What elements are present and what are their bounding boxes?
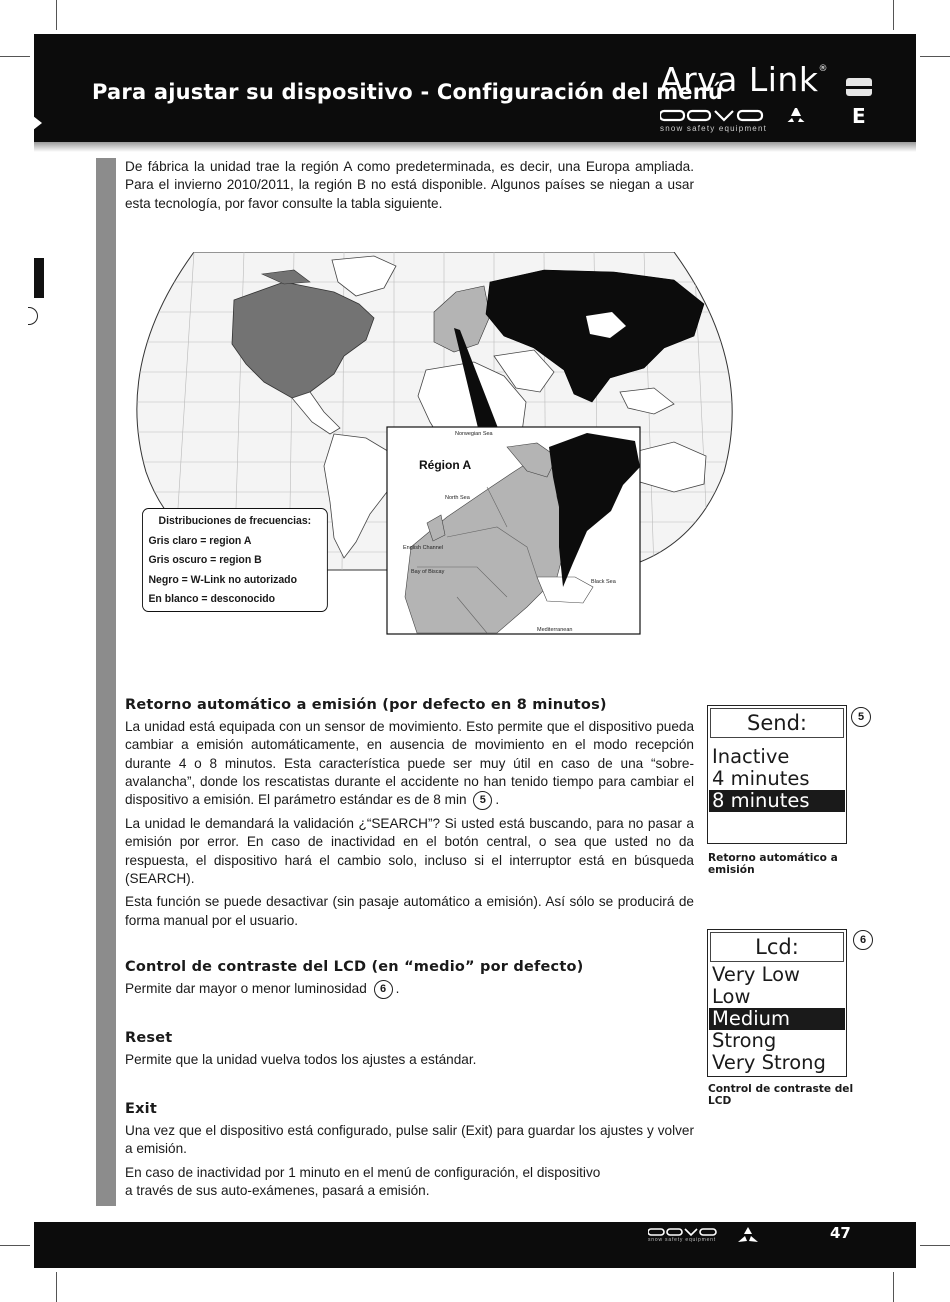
paragraph: Una vez que el dispositivo está configurado, pulse salir (Exit) para guardar los ajustes y volver a emisión.	[125, 1123, 694, 1157]
crop-mark	[56, 1272, 57, 1302]
screen-caption: Control de contraste del LCD	[708, 1083, 854, 1107]
section-heading: Control de contraste del LCD (en “medio” por defecto)	[125, 959, 584, 975]
menu-option: Inactive	[712, 745, 790, 768]
screen-number-badge: 6	[853, 930, 873, 950]
sea-label: Bay of Biscay	[411, 569, 445, 575]
paragraph: Esta función se puede desactivar (sin pasaje automático a emisión). Así sólo se producirá de forma manual por el usuario.	[125, 894, 694, 928]
legend-item: Gris claro = region A	[148, 534, 252, 547]
chapter-arc	[28, 307, 38, 325]
legend-item: Negro = W-Link no autorizado	[148, 573, 297, 586]
crop-mark	[920, 1245, 950, 1246]
legend-item: En blanco = desconocido	[148, 593, 276, 605]
sea-label: North Sea	[445, 495, 470, 501]
page-number: 47	[830, 1224, 851, 1242]
screen-number-badge: 5	[851, 707, 871, 727]
menu-option-selected: Medium	[709, 1008, 845, 1030]
product-name: Arva Link®	[660, 60, 828, 99]
inset-title: Région A	[419, 458, 472, 472]
menu-option: 4 minutes	[712, 767, 810, 790]
chapter-tab	[34, 258, 44, 298]
send-screen	[707, 705, 847, 844]
language-tab	[846, 78, 872, 96]
section-heading: Reset	[125, 1030, 173, 1046]
language-letter: E	[852, 104, 866, 128]
page-header	[34, 34, 916, 142]
section-heading: Retorno automático a emisión (por defecto en 8 minutos)	[125, 697, 607, 713]
screen-title: Send:	[710, 708, 844, 738]
lcd-contrast-screen	[707, 929, 847, 1077]
sea-label: Mediterranean	[537, 627, 573, 633]
section-auto-return	[125, 697, 694, 930]
crop-mark	[920, 56, 950, 57]
page-footer	[34, 1222, 916, 1268]
section-lcd-contrast	[125, 959, 694, 999]
arva-logo-icon	[660, 108, 810, 122]
crop-mark	[0, 56, 30, 57]
arva-mountain-icon	[28, 110, 48, 136]
screen-caption: Retorno automático a emisión	[708, 852, 838, 876]
crop-mark	[56, 0, 57, 30]
sea-label: Norwegian Sea	[455, 431, 493, 437]
menu-option-selected: 8 minutes	[709, 790, 845, 812]
crop-mark	[0, 1245, 30, 1246]
paragraph: La unidad está equipada con un sensor de movimiento. Esto permite que el dispositivo pueda cambiar a emisión automáticamente, en ausencia de movimiento en el modo recepción durante 4 o 8 minutos. Esta característica puede ser muy útil en caso de una “sobre-avalancha”, donde los rescatistas durante el accidente no han tenido tiempo para cambiar el dispositivo a emisión. El parámetro estándar es de 8 min 5 .	[125, 718, 694, 810]
map-legend	[142, 508, 328, 612]
screen-ref-badge: 5	[473, 791, 492, 810]
legend-item: Gris oscuro = region B	[148, 554, 262, 566]
sea-label: Black Sea	[591, 579, 616, 585]
paragraph: Permite dar mayor o menor luminosidad 6 .	[125, 980, 694, 999]
intro-paragraph: De fábrica la unidad trae la región A como predeterminada, es decir, una Europa ampliada. Para el invierno 2010/2011, la región B no está disponible. Algunos países se niegan a usar esta tecnología, por favor consulte la tabla siguiente.	[125, 159, 694, 211]
section-exit	[125, 1101, 694, 1200]
crop-mark	[893, 1272, 894, 1302]
sea-label: English Channel	[403, 545, 444, 551]
menu-option: Low	[712, 985, 751, 1008]
paragraph: La unidad le demandará la validación ¿“SEARCH”? Si usted está buscando, para no pasar a emisión por error. En caso de inactividad en el botón central, o sea que usted no da respuesta, el dispositivo hará el cambio solo, incluso si el interruptor está en búsqueda (SEARCH).	[125, 816, 694, 887]
legend-title: Distribuciones de frecuencias:	[158, 515, 312, 527]
paragraph: En caso de inactividad por 1 minuto en el menú de configuración, el dispositivo a través de sus auto-exámenes, pasará a emisión.	[125, 1164, 601, 1198]
screen-title: Lcd:	[710, 932, 844, 962]
menu-option: Very Low	[712, 963, 800, 986]
crop-mark	[893, 0, 894, 30]
page-title: Para ajustar su dispositivo - Configuración del menú	[92, 80, 724, 104]
footer-tagline: snow safety equipment	[648, 1237, 716, 1243]
menu-option: Strong	[712, 1029, 777, 1052]
header-shadow	[34, 142, 916, 152]
screen-ref-badge: 6	[374, 980, 393, 999]
brand-tagline: snow safety equipment	[660, 124, 768, 133]
left-margin-bar	[96, 158, 116, 1206]
paragraph: Permite que la unidad vuelva todos los ajustes a estándar.	[125, 1052, 477, 1067]
section-reset	[125, 1030, 694, 1069]
menu-option: Very Strong	[712, 1051, 826, 1074]
section-heading: Exit	[125, 1101, 157, 1117]
